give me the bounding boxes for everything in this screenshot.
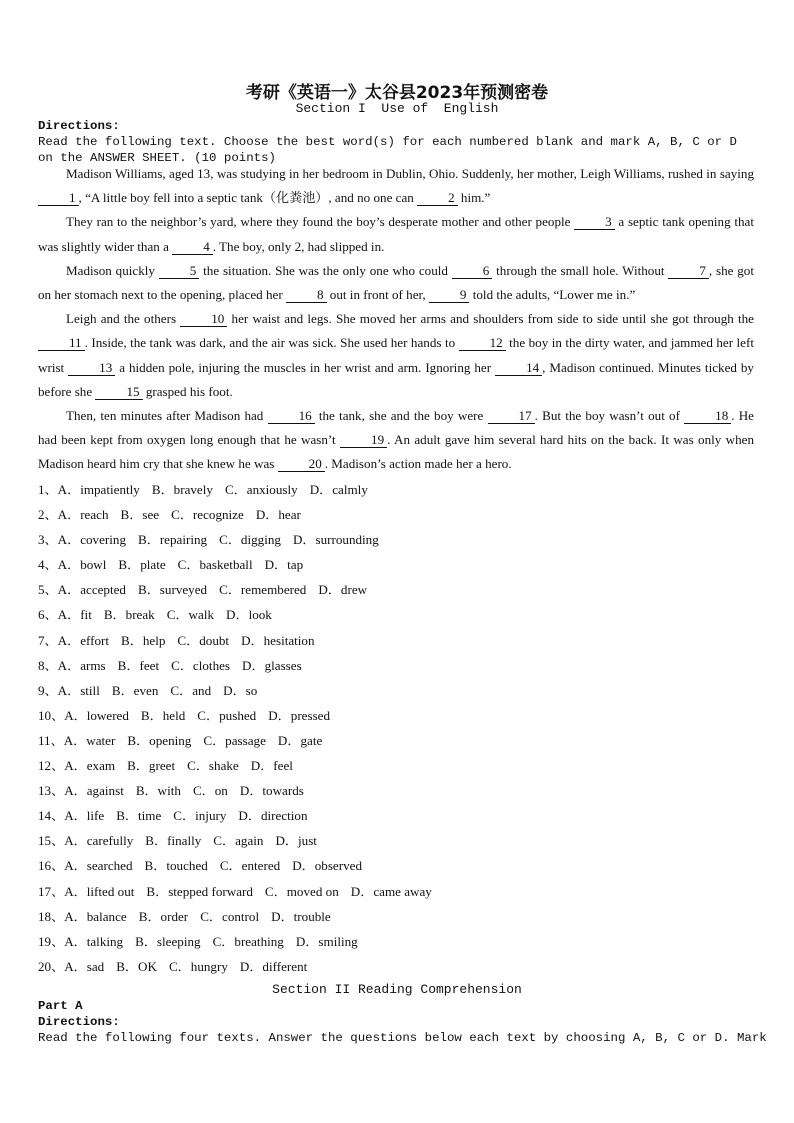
blank: 11 (38, 335, 85, 351)
passage-text: the tank, she and the boy were (314, 408, 488, 424)
passage-text: the boy in the dirty water, and jammed her left wrist (38, 335, 754, 375)
paragraph (38, 307, 754, 404)
passage-text: through the small hole. Without (492, 262, 669, 278)
option-c: C．on (192, 783, 228, 799)
blank: 5 (159, 263, 200, 279)
question-row (38, 853, 754, 878)
blank: 6 (452, 263, 493, 279)
question-number: 4、 (38, 557, 58, 573)
option-a: A．effort (57, 632, 110, 648)
option-b: B．finally (145, 833, 202, 849)
section-heading: Section II Reading Comprehension (272, 982, 522, 997)
passage-text: the situation. She was the only one who could (199, 262, 452, 278)
option-b: B．order (138, 908, 189, 924)
question-number: 15、 (38, 833, 65, 849)
directions-label: Directions: (38, 119, 120, 133)
option-d: D．came away (350, 883, 432, 899)
passage-text: Madison Williams, aged 13, was studying in her bedroom in Dublin, Ohio. Suddenly, her mother, Leigh Williams, rushed in saying (66, 166, 754, 181)
blank: 7 (668, 263, 709, 279)
blank: 8 (286, 287, 327, 303)
passage-text: him.” (457, 190, 491, 206)
passage-text: They ran to the neighbor’s yard, where they found the boy’s desperate mother and other people (66, 214, 575, 230)
passage-text: . Inside, the tank was dark, and the air was sick. She used her hands to (84, 335, 459, 351)
question-number: 8、 (38, 657, 58, 673)
passage-text: . An adult gave him several hard hits on the back. It was only when Madison heard him cry that she knew he was (38, 432, 754, 472)
question-number: 3、 (38, 532, 58, 548)
question-number: 16、 (38, 858, 65, 874)
option-a: A．exam (64, 758, 116, 774)
passage-text: grasped his foot. (142, 383, 233, 399)
passage-text: Madison quickly (66, 262, 159, 278)
option-a: A．water (63, 732, 116, 748)
option-c: C．clothes (171, 657, 231, 673)
directions-label: Directions: (38, 1015, 120, 1029)
option-d: D．direction (238, 808, 308, 824)
option-b: B．touched (144, 858, 208, 874)
option-d: D．hesitation (241, 632, 315, 648)
question-row (38, 477, 754, 502)
option-b: B．repairing (138, 532, 208, 548)
option-c: C．control (200, 908, 260, 924)
passage-text: . He had been kept from oxygen long enough that he wasn’t (38, 408, 754, 448)
option-c: C．entered (219, 858, 281, 874)
passage-text: a septic tank opening that was slightly wider than a (38, 214, 754, 254)
blank: 14 (495, 360, 542, 376)
option-b: B．even (111, 682, 159, 698)
question-number: 20、 (38, 958, 65, 974)
passage-text: told the adults, “Lower me in.” (469, 287, 636, 303)
question-row (38, 904, 754, 929)
blank: 15 (95, 384, 142, 400)
question-row (38, 602, 754, 627)
question-number: 13、 (38, 783, 65, 799)
option-a: A．still (57, 682, 100, 698)
option-d: D．feel (250, 758, 293, 774)
blank: 1 (38, 190, 79, 206)
option-c: C．walk (166, 607, 215, 623)
option-d: D．surrounding (292, 532, 379, 548)
passage-text: . But the boy wasn’t out of (534, 408, 685, 424)
blank: 16 (268, 408, 315, 424)
option-a: A．carefully (64, 833, 134, 849)
blank: 19 (340, 432, 387, 448)
option-c: C．passage (203, 732, 266, 748)
option-c: C．and (170, 682, 212, 698)
question-number: 17、 (38, 883, 65, 899)
question-number: 11、 (38, 732, 64, 748)
option-c: C．breathing (212, 933, 284, 949)
passage-text: . Madison’s action made her a hero. (324, 456, 512, 472)
option-c: C．again (213, 833, 264, 849)
option-d: D．drew (318, 582, 368, 598)
option-d: D．look (226, 607, 272, 623)
blank: 4 (172, 239, 213, 255)
option-d: D．pressed (268, 707, 331, 723)
question-number: 5、 (38, 582, 58, 598)
part-label: Part A (38, 999, 83, 1013)
question-list (38, 477, 754, 979)
question-row (38, 929, 754, 954)
option-d: D．observed (292, 858, 363, 874)
option-b: B．see (120, 507, 160, 523)
option-c: C．pushed (197, 707, 257, 723)
option-d: D．towards (239, 783, 304, 799)
option-a: A．balance (64, 908, 127, 924)
option-b: B．break (103, 607, 155, 623)
passage-text: , Madison continued. Minutes ticked by before she (38, 359, 754, 399)
option-b: B．plate (118, 557, 166, 573)
option-d: D．tap (264, 557, 304, 573)
passage-text: out in front of her, (326, 287, 429, 303)
blank: 12 (459, 335, 506, 351)
option-d: D．smiling (295, 933, 358, 949)
option-a: A．impatiently (57, 482, 140, 497)
option-c: C．remembered (219, 582, 307, 598)
option-d: D．gate (277, 732, 323, 748)
paragraph (38, 259, 754, 307)
directions-text: Read the following text. Choose the best word(s) for each numbered blank and mark A, B, C or D on the ANSWER SHEET. (10 points) (38, 135, 737, 165)
option-a: A．searched (64, 858, 133, 874)
option-d: D．so (223, 682, 258, 698)
question-row (38, 778, 754, 803)
option-a: A．reach (57, 507, 109, 523)
option-a: A．life (64, 808, 105, 824)
question-row (38, 552, 754, 577)
blank: 10 (180, 311, 227, 327)
option-b: B．greet (127, 758, 176, 774)
option-b: B．time (116, 808, 162, 824)
question-number: 1、 (38, 482, 58, 497)
question-row (38, 703, 754, 728)
question-row (38, 577, 754, 602)
question-number: 19、 (38, 933, 65, 949)
passage-text: her waist and legs. She moved her arms and shoulders from side to side until she got through the (227, 311, 754, 327)
option-c: C．moved on (264, 883, 339, 899)
question-row (38, 803, 754, 828)
question-row (38, 527, 754, 552)
passage-text: Then, ten minutes after Madison had (66, 408, 268, 424)
option-c: C．recognize (171, 507, 244, 523)
option-d: D．different (239, 958, 308, 974)
question-row (38, 954, 754, 979)
section-heading: Section I Use of English (295, 101, 499, 116)
option-a: A．fit (57, 607, 92, 623)
paragraph (38, 210, 754, 258)
cloze-passage (38, 162, 754, 477)
option-b: B．opening (127, 732, 192, 748)
option-c: C．shake (187, 758, 239, 774)
option-a: A．arms (57, 657, 106, 673)
question-row (38, 753, 754, 778)
question-row (38, 678, 754, 703)
option-d: D．trouble (271, 908, 331, 924)
paragraph (38, 162, 754, 210)
option-c: C．anxiously (224, 482, 298, 497)
option-b: B．help (121, 632, 166, 648)
question-row (38, 502, 754, 527)
option-a: A．covering (57, 532, 126, 548)
blank: 9 (429, 287, 470, 303)
option-a: A．sad (64, 958, 105, 974)
option-d: D．just (275, 833, 317, 849)
question-number: 2、 (38, 507, 58, 523)
blank: 13 (68, 360, 115, 376)
question-row (38, 653, 754, 678)
directions-text: Read the following four texts. Answer the questions below each text by choosing A, B, C or D. Mark (38, 1031, 767, 1045)
option-b: B．surveyed (137, 582, 208, 598)
question-number: 7、 (38, 632, 58, 648)
option-b: B．sleeping (135, 933, 201, 949)
question-number: 18、 (38, 908, 65, 924)
option-a: A．accepted (57, 582, 126, 598)
blank: 2 (417, 190, 458, 206)
question-number: 9、 (38, 682, 58, 698)
question-row (38, 828, 754, 853)
question-number: 6、 (38, 607, 58, 623)
option-c: C．doubt (177, 632, 230, 648)
option-d: D．calmly (309, 482, 368, 497)
option-b: B．bravely (151, 482, 213, 497)
option-b: B．held (140, 707, 186, 723)
option-c: C．digging (219, 532, 281, 548)
question-row (38, 728, 754, 753)
option-d: D．glasses (242, 657, 302, 673)
page-title: 考研《英语一》太谷县2023年预测密卷 (245, 83, 549, 103)
option-b: B．feet (117, 657, 160, 673)
question-number: 10、 (38, 707, 65, 723)
passage-text: a hidden pole, injuring the muscles in her wrist and arm. Ignoring her (115, 359, 496, 375)
option-c: C．injury (173, 808, 227, 824)
option-c: C．basketball (177, 557, 253, 573)
passage-text: , “A little boy fell into a septic tank（化粪池）, and no one can (78, 190, 418, 206)
question-number: 12、 (38, 758, 65, 774)
blank: 3 (574, 214, 615, 230)
blank: 18 (684, 408, 731, 424)
option-b: B．with (135, 783, 181, 799)
option-d: D．hear (255, 507, 301, 523)
question-row (38, 628, 754, 653)
paragraph (38, 404, 754, 477)
option-a: A．talking (64, 933, 124, 949)
passage-text: , she got on her stomach next to the opening, placed her (38, 262, 754, 303)
option-b: B．OK (116, 958, 157, 974)
option-c: C．hungry (168, 958, 228, 974)
question-number: 14、 (38, 808, 65, 824)
question-row (38, 879, 754, 904)
option-b: B．stepped forward (146, 883, 253, 899)
option-a: A．bowl (57, 557, 107, 573)
blank: 17 (488, 408, 535, 424)
passage-text: Leigh and the others (66, 311, 181, 327)
passage-text: . The boy, only 2, had slipped in. (212, 238, 385, 254)
blank: 20 (278, 456, 325, 472)
option-a: A．lowered (64, 707, 129, 723)
option-a: A．against (64, 783, 124, 799)
option-a: A．lifted out (64, 883, 135, 899)
